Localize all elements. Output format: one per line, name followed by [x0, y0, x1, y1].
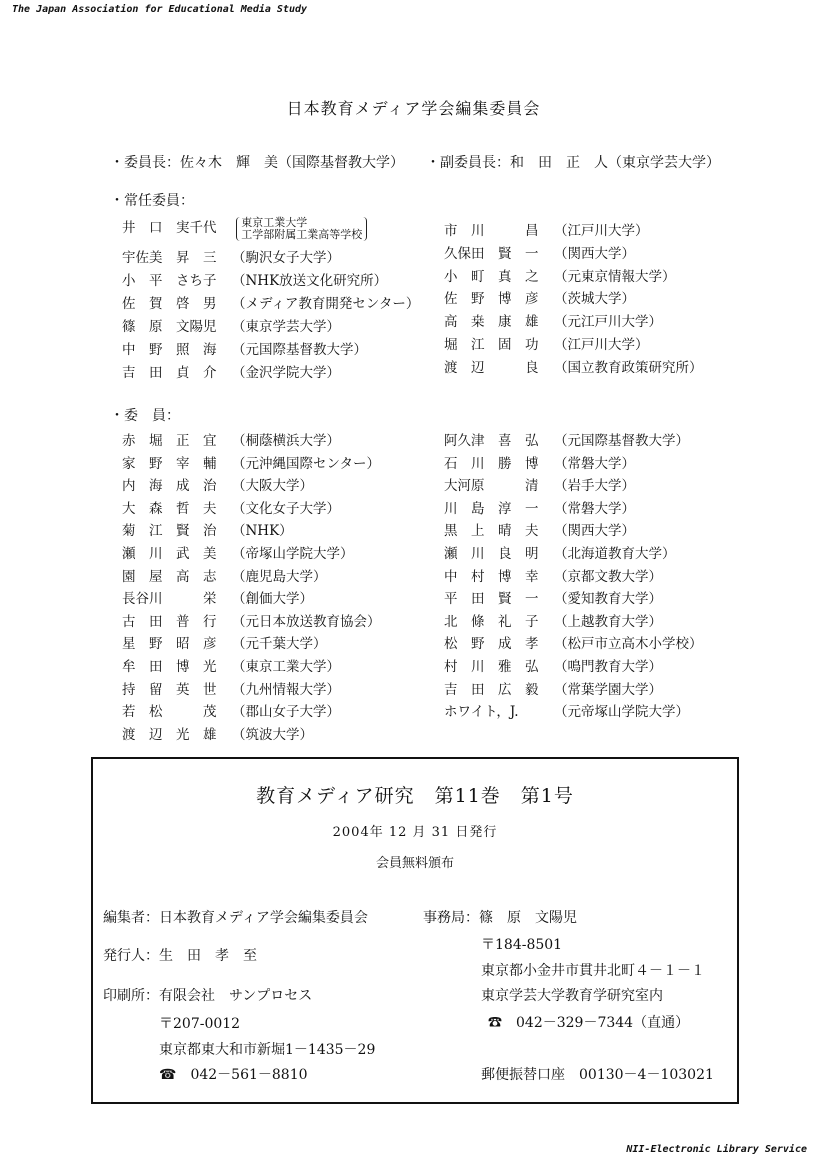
- printer-zip: 〒207-0012: [159, 1016, 241, 1032]
- member-affiliation: （帝塚山学院大学）: [232, 546, 354, 562]
- member-row: [122, 497, 340, 517]
- member-name: 大河原 清: [444, 478, 539, 495]
- member-name: 石 川 勝 博: [444, 455, 539, 472]
- member-row: [122, 632, 327, 652]
- member-affiliation: （関西大学）: [554, 245, 635, 262]
- member-name: 渡 辺 光 雄: [122, 726, 217, 743]
- member-affiliation: （関西大学）: [554, 523, 635, 540]
- member-row: [444, 219, 649, 239]
- member-row: [122, 655, 340, 675]
- member-affiliation: （駒沢女子大学）: [232, 250, 340, 266]
- member-row: [122, 542, 354, 562]
- member-name: 家 野 宰 輔: [122, 455, 217, 472]
- member-affiliation: （元国際基督教大学）: [232, 342, 367, 358]
- member-row: [122, 565, 327, 585]
- issue-date: 2004年 12 月 31 日発行: [332, 825, 498, 840]
- member-name: 吉 田 貞 介: [122, 365, 217, 381]
- member-affiliation: （常磐大学）: [554, 455, 635, 472]
- member-name: 小 町 真 之: [444, 268, 539, 285]
- member-name: 北 條 礼 子: [444, 613, 539, 630]
- member-name: 久保田 賢 一: [444, 245, 539, 262]
- member-affiliation: （元千葉大学）: [232, 636, 327, 653]
- member-affiliation: （江戸川大学）: [554, 223, 649, 239]
- member-row: [122, 452, 380, 472]
- member-affiliation: （桐蔭横浜大学）: [232, 433, 340, 449]
- member-affiliation: （松戸市立高木小学校）: [554, 636, 703, 653]
- member-affiliation: （大阪大学）: [232, 478, 313, 495]
- member-affiliation: （文化女子大学）: [232, 500, 340, 517]
- page-title: 日本教育メディア学会編集委員会: [286, 99, 541, 118]
- member-row: [122, 429, 340, 449]
- member-row: [122, 246, 340, 266]
- member-affiliation: （東京学芸大学）: [232, 319, 340, 335]
- member-affiliation: （NHK放送文化研究所）: [232, 273, 388, 289]
- member-name: 松 野 成 孝: [444, 636, 539, 653]
- member-affiliation: （鹿児島大学）: [232, 568, 327, 585]
- member-row: [444, 678, 662, 698]
- member-row: [122, 678, 340, 698]
- postal-transfer: 郵便振替口座 00130－4－103021: [481, 1067, 714, 1083]
- member-affiliation: （NHK）: [232, 523, 293, 540]
- member-name: 村 川 雅 弘: [444, 659, 539, 675]
- member-name: 阿久津 喜 弘: [444, 433, 539, 449]
- member-affiliation: （元日本放送教育協会）: [232, 613, 381, 630]
- member-name: 堀 江 固 功: [444, 337, 539, 353]
- member-name: 古 田 普 行: [122, 613, 217, 630]
- member-row: [444, 632, 703, 652]
- member-affiliation: （国立教育政策研究所）: [554, 359, 703, 376]
- member-affiliation: （元国際基督教大学）: [554, 433, 689, 449]
- member-row: [444, 429, 689, 449]
- member-name: 牟 田 博 光: [122, 659, 217, 675]
- member-row: [444, 700, 689, 720]
- member-row: [444, 565, 662, 585]
- member-row: [444, 287, 635, 307]
- member-name: 篠 原 文陽児: [122, 319, 217, 335]
- member-row: [122, 610, 381, 630]
- member-row: [444, 265, 676, 285]
- member-name: 黒 上 晴 夫: [444, 523, 539, 540]
- member-name: 長谷川 栄: [122, 591, 217, 608]
- editor-line: 編集者：日本教育メディア学会編集委員会: [103, 910, 368, 926]
- member-row: [122, 269, 387, 289]
- journal-title: 教育メディア研究 第11巻 第1号: [256, 785, 574, 807]
- member-name: 菊 江 賢 治: [122, 523, 217, 540]
- member-affiliation: （北海道教育大学）: [554, 546, 676, 562]
- member-affiliation: （金沢学院大学）: [232, 365, 340, 381]
- member-row: [122, 292, 419, 312]
- member-affiliation: （岩手大学）: [554, 478, 635, 495]
- member-name: 中 村 博 幸: [444, 568, 539, 585]
- member-name: 星 野 昭 彦: [122, 636, 217, 653]
- member-row: [444, 310, 662, 330]
- member-affiliation: （メディア教育開発センター）: [232, 296, 420, 312]
- member-name: 井 口 実千代: [122, 220, 217, 236]
- member-name: 高 桒 康 雄: [444, 314, 539, 331]
- member-affiliation: （常葉学園大学）: [554, 681, 662, 698]
- member-affiliation: （江戸川大学）: [554, 337, 649, 353]
- member-name: 川 島 淳 一: [444, 500, 539, 517]
- member-row: [444, 587, 662, 607]
- member-name: 園 屋 高 志: [122, 568, 217, 585]
- footer-text: NII-Electronic Library Service: [626, 1144, 807, 1155]
- printer-address: 東京都東大和市新堀1－1435－29: [159, 1042, 376, 1058]
- member-name: 市 川 昌: [444, 223, 539, 239]
- member-affiliation: （郡山女子大学）: [232, 704, 340, 721]
- member-row: [122, 315, 340, 335]
- member-name: 瀬 川 良 明: [444, 546, 539, 562]
- standing-heading: ・常任委員：: [110, 193, 194, 209]
- member-row: [122, 361, 340, 381]
- publisher-line: 発行人：生 田 孝 至: [103, 948, 257, 964]
- member-row: [444, 474, 635, 494]
- member-name: 赤 堀 正 宜: [122, 433, 217, 449]
- office-phone: ☎ 042－329－7344（直通）: [488, 1015, 690, 1031]
- member-row: [122, 338, 367, 358]
- member-name: ホワイト，J.: [444, 704, 519, 721]
- member-affiliation: （東京工業大学）: [232, 659, 340, 675]
- chair-line: ・委員長：佐々木 輝 美（国際基督教大学）: [110, 155, 404, 171]
- member-affiliation: （元帝塚山学院大学）: [554, 704, 689, 721]
- affiliation-line: 工学部附属工業高等学校: [241, 227, 363, 241]
- office-address: 東京都小金井市貫井北町４－１－１: [481, 963, 705, 979]
- member-name: 佐 賀 啓 男: [122, 296, 217, 312]
- office-zip: 〒184-8501: [481, 937, 563, 953]
- member-affiliation: [236, 217, 367, 241]
- member-row: [444, 242, 635, 262]
- member-row: [444, 356, 703, 376]
- member-name: 吉 田 広 毅: [444, 681, 539, 698]
- member-row: [122, 723, 313, 743]
- member-row: [122, 474, 313, 494]
- member-row: [444, 452, 635, 472]
- member-affiliation: （上越教育大学）: [554, 613, 662, 630]
- member-affiliation: （京都文教大学）: [554, 568, 662, 585]
- member-row: [444, 655, 662, 675]
- member-affiliation: （元江戸川大学）: [554, 314, 662, 331]
- printer-line: 印刷所：有限会社 サンプロセス: [103, 988, 313, 1004]
- member-affiliation: （茨城大学）: [554, 291, 635, 308]
- member-affiliation: （鳴門教育大学）: [554, 659, 662, 675]
- member-row: [122, 519, 293, 539]
- colophon-box: [91, 757, 739, 1104]
- office-address-2: 東京学芸大学教育学研究室内: [481, 988, 663, 1004]
- member-name: 渡 辺 良: [444, 359, 539, 376]
- member-row: [122, 587, 313, 607]
- member-name: 若 松 茂: [122, 704, 217, 721]
- member-affiliation: （創価大学）: [232, 591, 313, 608]
- member-name: 中 野 照 海: [122, 342, 217, 358]
- member-name: 小 平 さち子: [122, 273, 217, 289]
- members-heading: ・委 員：: [110, 408, 180, 424]
- member-row: [444, 542, 676, 562]
- member-affiliation: （九州情報大学）: [232, 681, 340, 698]
- member-name: 持 留 英 世: [122, 681, 217, 698]
- member-row: [444, 610, 662, 630]
- member-affiliation: （愛知教育大学）: [554, 591, 662, 608]
- distribution-note: 会員無料頒布: [375, 856, 454, 871]
- member-affiliation: （元東京情報大学）: [554, 268, 676, 285]
- member-row: [444, 333, 649, 353]
- member-name: 宇佐美 昇 三: [122, 250, 217, 266]
- member-affiliation: （常磐大学）: [554, 500, 635, 517]
- member-affiliation: （元沖縄国際センター）: [232, 455, 380, 472]
- member-row: [122, 700, 340, 720]
- member-name: 佐 野 博 彦: [444, 291, 539, 308]
- member-affiliation: （筑波大学）: [232, 726, 313, 743]
- member-name: 平 田 賢 一: [444, 591, 539, 608]
- vice-chair-line: ・副委員長：和 田 正 人（東京学芸大学）: [426, 155, 720, 171]
- member-row: [444, 519, 635, 539]
- printer-phone: ☎ 042－561－8810: [159, 1067, 308, 1083]
- standing-first-row: [122, 216, 367, 240]
- office-line: 事務局：篠 原 文陽児: [423, 910, 577, 926]
- member-name: 内 海 成 治: [122, 478, 217, 495]
- header-text: The Japan Association for Educational Media Study: [12, 4, 308, 15]
- member-name: 大 森 哲 夫: [122, 500, 217, 517]
- affiliation-line: 東京工業大学: [241, 215, 308, 229]
- member-row: [444, 497, 635, 517]
- member-name: 瀬 川 武 美: [122, 546, 217, 562]
